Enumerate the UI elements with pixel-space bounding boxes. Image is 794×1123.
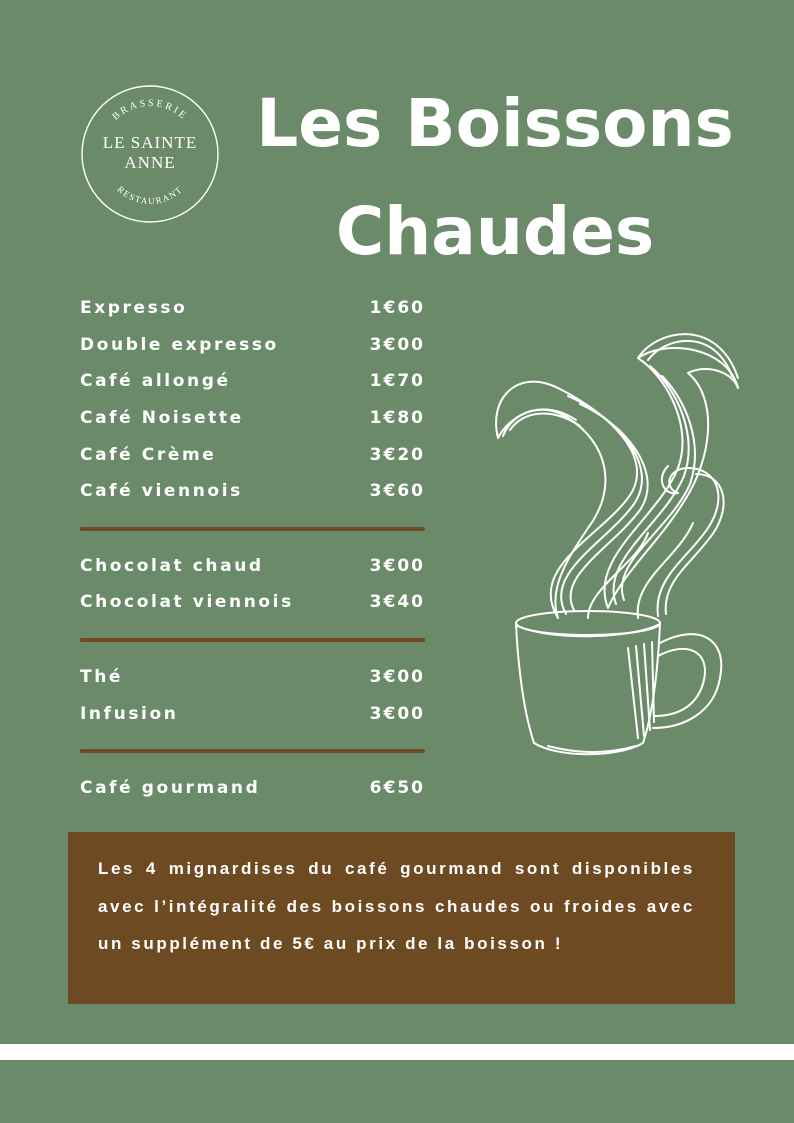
menu-item (80, 659, 425, 696)
section-divider (80, 527, 425, 531)
coffee-section (80, 290, 425, 510)
item-price: 1€70 (369, 371, 425, 392)
menu-item (80, 436, 425, 473)
restaurant-logo-icon (80, 84, 220, 224)
menu-item (80, 327, 425, 364)
item-price: 3€00 (369, 334, 425, 355)
menu-item (80, 473, 425, 510)
item-price: 3€00 (369, 667, 425, 688)
menu-item (80, 584, 425, 621)
item-name: Chocolat viennois (80, 592, 294, 613)
item-name: Café Crème (80, 444, 217, 465)
item-price: 3€20 (369, 444, 425, 465)
item-price: 3€40 (369, 592, 425, 613)
item-name: Infusion (80, 703, 179, 724)
cafe-gourmand-note: Les 4 mignardises du café gourmand sont disponibles avec l’intégralité des boissons chaudes ou froides avec un supplément de 5€ au prix de la boisson ! (68, 832, 735, 1004)
menu-item (80, 363, 425, 400)
logo-top-text: BRASSERIE (110, 97, 190, 123)
logo-name-line2: ANNE (124, 153, 176, 172)
item-name: Café gourmand (80, 778, 261, 799)
logo-emblem (80, 84, 220, 224)
svg-text:BRASSERIE (110, 98, 189, 123)
menu-item (80, 770, 425, 807)
gourmand-section (80, 770, 425, 807)
item-price: 1€80 (369, 408, 425, 429)
item-price: 1€60 (369, 298, 425, 319)
item-name: Café viennois (80, 481, 243, 502)
item-name: Thé (80, 667, 124, 688)
item-price: 3€60 (369, 481, 425, 502)
item-price: 6€50 (369, 778, 425, 799)
coffee-cup-icon (488, 318, 748, 773)
menu-item (80, 548, 425, 585)
svg-text:RESTAURANT (115, 184, 184, 206)
item-name: Café allongé (80, 371, 231, 392)
menu-item (80, 695, 425, 732)
page-title (230, 70, 760, 286)
tea-section (80, 659, 425, 732)
chocolate-section (80, 548, 425, 621)
title-line-2: Chaudes (335, 193, 655, 270)
item-name: Double expresso (80, 334, 279, 355)
menu-item (80, 400, 425, 437)
item-name: Expresso (80, 298, 188, 319)
menu-item (80, 290, 425, 327)
item-name: Café Noisette (80, 408, 244, 429)
drinks-menu (80, 290, 425, 807)
footer-band (0, 1060, 794, 1123)
logo-bottom-text: RESTAURANT (115, 184, 185, 207)
logo-name-line1: LE SAINTE (102, 133, 198, 152)
item-price: 3€00 (369, 555, 425, 576)
section-divider (80, 638, 425, 642)
item-name: Chocolat chaud (80, 555, 264, 576)
coffee-cup-illustration (488, 318, 748, 773)
title-line-1: Les Boissons (256, 85, 734, 162)
section-divider (80, 749, 425, 753)
item-price: 3€00 (369, 703, 425, 724)
